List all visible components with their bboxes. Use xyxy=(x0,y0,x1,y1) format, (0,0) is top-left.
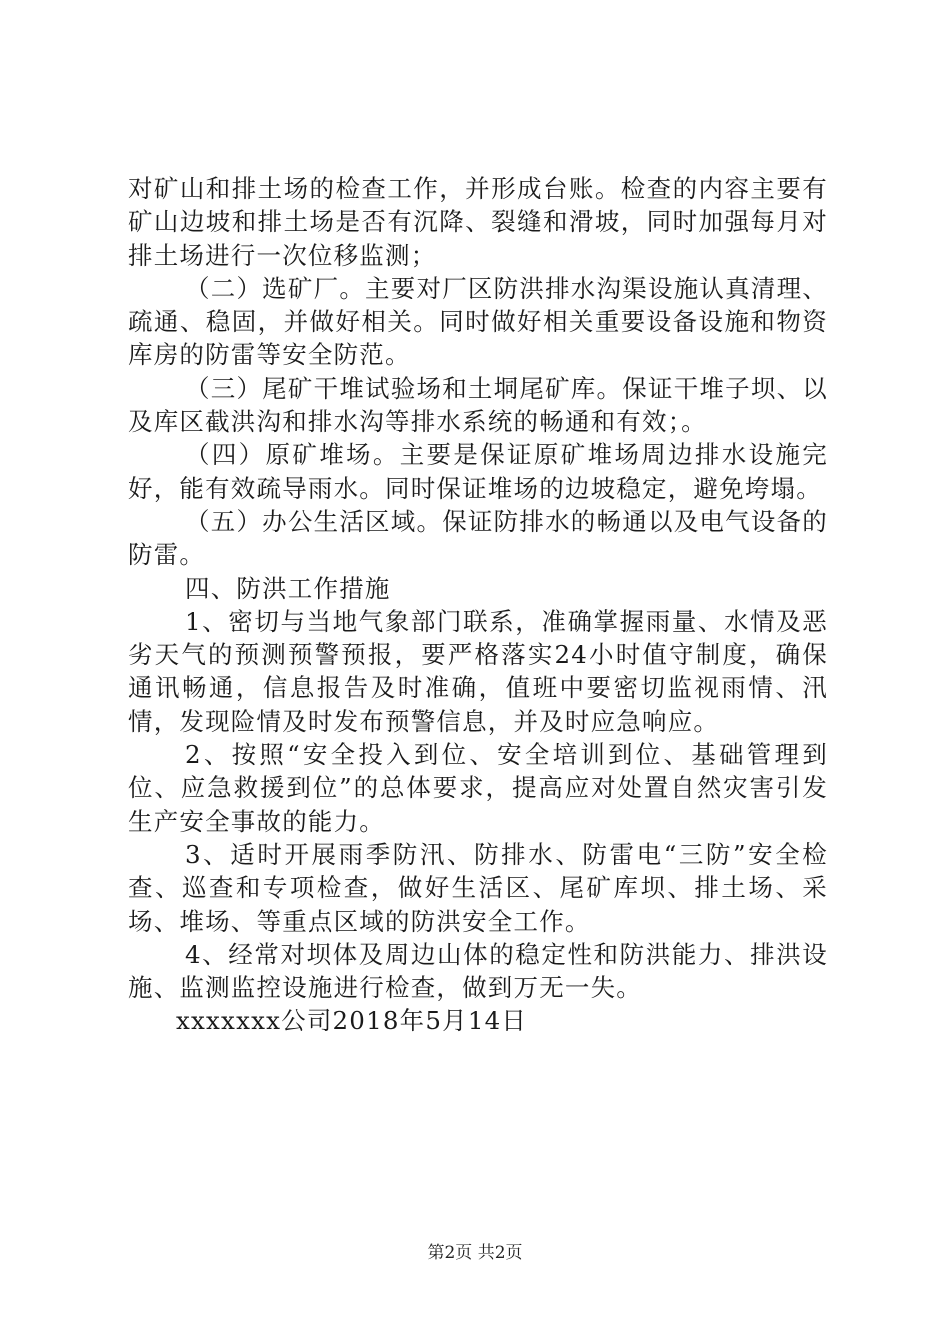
paragraph-ore-yard: （四）原矿堆场。主要是保证原矿堆场周边排水设施完好，能有效疏导雨水。同时保证堆场的边坡稳定，避免垮塌。 xyxy=(128,440,828,503)
paragraph-mine-inspection: 对矿山和排土场的检查工作，并形成台账。检查的内容主要有矿山边坡和排土场是否有沉降、裂缝和滑坡，同时加强每月对排土场进行一次位移监测； xyxy=(128,174,828,270)
paragraph-measure-2: 2、按照“安全投入到位、安全培训到位、基础管理到位、应急救援到位”的总体要求，提高应对处置自然灾害引发生产安全事故的能力。 xyxy=(128,740,828,836)
paragraph-concentrator: （二）选矿厂。主要对厂区防洪排水沟渠设施认真清理、疏通、稳固，并做好相关。同时做好相关重要设备设施和物资库房的防雷等安全防范。 xyxy=(128,273,828,370)
signature-date: xxxxxxx公司2018年5月14日 xyxy=(176,1006,528,1036)
paragraph-tailings: （三）尾矿干堆试验场和土垌尾矿库。保证干堆子坝、以及库区截洪沟和排水沟等排水系统的畅通和有效；。 xyxy=(128,373,828,437)
paragraph-measure-4: 4、经常对坝体及周边山体的稳定性和防洪能力、排洪设施、监测监控设施进行检查，做到万无一失。 xyxy=(128,939,828,1003)
paragraph-measure-1: 1、密切与当地气象部门联系，准确掌握雨量、水情及恶劣天气的预测预警预报，要严格落实24小时值守制度，确保通讯畅通，信息报告及时准确，值班中要密切监视雨情、汛情，发现险情及时发布预警信息，并及时应急响应。 xyxy=(128,606,828,736)
paragraph-office-area: （五）办公生活区域。保证防排水的畅通以及电气设备的防雷。 xyxy=(128,506,828,570)
section-heading-flood-measures: 四、防洪工作措施 xyxy=(185,573,391,603)
document-body xyxy=(128,172,828,1038)
page-footer: 第2页 共2页 xyxy=(427,1243,523,1263)
paragraph-measure-3: 3、适时开展雨季防汛、防排水、防雷电“三防”安全检查、巡查和专项检查，做好生活区、尾矿库坝、排土场、采场、堆场、等重点区域的防洪安全工作。 xyxy=(128,839,828,936)
